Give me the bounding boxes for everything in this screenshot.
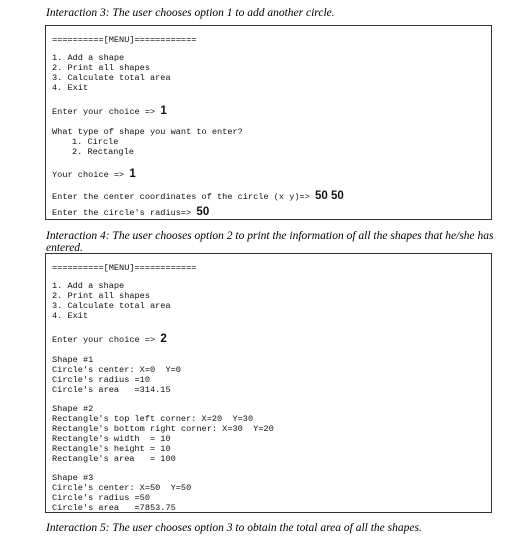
shape-2-line: Rectangle's top left corner: X=20 Y=30	[52, 414, 254, 424]
shape-2-line: Rectangle's bottom right corner: X=30 Y=20	[52, 424, 274, 434]
caption-interaction-4: Interaction 4: The user chooses option 2 to print the information of all the shapes that he/she has entered.	[46, 230, 494, 254]
choice-prompt-line	[52, 106, 167, 117]
shape-choice-value: 1	[129, 168, 136, 180]
console-output-interaction-4	[45, 253, 492, 513]
menu-item-print-shapes: 2. Print all shapes	[52, 63, 150, 73]
shape-1-line: Circle's center: X=0 Y=0	[52, 365, 181, 375]
shape-2-line: Rectangle's width = 10	[52, 434, 171, 444]
menu-item-add-shape: 1. Add a shape	[52, 281, 125, 291]
shape-option-rectangle: 2. Rectangle	[72, 147, 134, 157]
choice-prompt: Enter your choice =>	[52, 335, 156, 345]
shape-2-title: Shape #2	[52, 404, 94, 414]
caption-interaction-3: Interaction 3: The user chooses option 1 to add another circle.	[46, 7, 335, 19]
shape-1-line: Circle's area =314.15	[52, 385, 171, 395]
choice-prompt-line	[52, 334, 167, 345]
menu-item-total-area: 3. Calculate total area	[52, 301, 171, 311]
shape-choice-prompt: Your choice =>	[52, 170, 125, 180]
choice-value: 2	[160, 333, 167, 345]
shape-3-line: Circle's area =7853.75	[52, 503, 176, 513]
center-value: 50 50	[315, 190, 344, 202]
shape-1-line: Circle's radius =10	[52, 375, 150, 385]
shape-choice-line	[52, 169, 136, 180]
menu-item-total-area: 3. Calculate total area	[52, 73, 171, 83]
shape-1-title: Shape #1	[52, 355, 94, 365]
menu-header: ==========[MENU]============	[52, 35, 197, 45]
menu-item-print-shapes: 2. Print all shapes	[52, 291, 150, 301]
caption-interaction-5: Interaction 5: The user chooses option 3 to obtain the total area of all the shapes.	[46, 522, 422, 534]
shape-2-line: Rectangle's area = 100	[52, 454, 176, 464]
shape-option-circle: 1. Circle	[72, 137, 119, 147]
radius-line	[52, 207, 209, 218]
choice-prompt: Enter your choice =>	[52, 107, 156, 117]
menu-item-add-shape: 1. Add a shape	[52, 53, 125, 63]
shape-3-title: Shape #3	[52, 473, 94, 483]
shape-2-line: Rectangle's height = 10	[52, 444, 171, 454]
menu-header: ==========[MENU]============	[52, 263, 197, 273]
choice-value: 1	[160, 105, 167, 117]
center-line	[52, 191, 344, 202]
radius-value: 50	[196, 206, 210, 218]
console-output-interaction-3	[45, 25, 492, 220]
shape-3-line: Circle's radius =50	[52, 493, 150, 503]
menu-item-exit: 4. Exit	[52, 311, 89, 321]
shape-type-question: What type of shape you want to enter?	[52, 127, 243, 137]
radius-prompt: Enter the circle's radius=>	[52, 208, 192, 218]
center-prompt: Enter the center coordinates of the circle (x y)=>	[52, 192, 310, 202]
shape-3-line: Circle's center: X=50 Y=50	[52, 483, 192, 493]
menu-item-exit: 4. Exit	[52, 83, 89, 93]
